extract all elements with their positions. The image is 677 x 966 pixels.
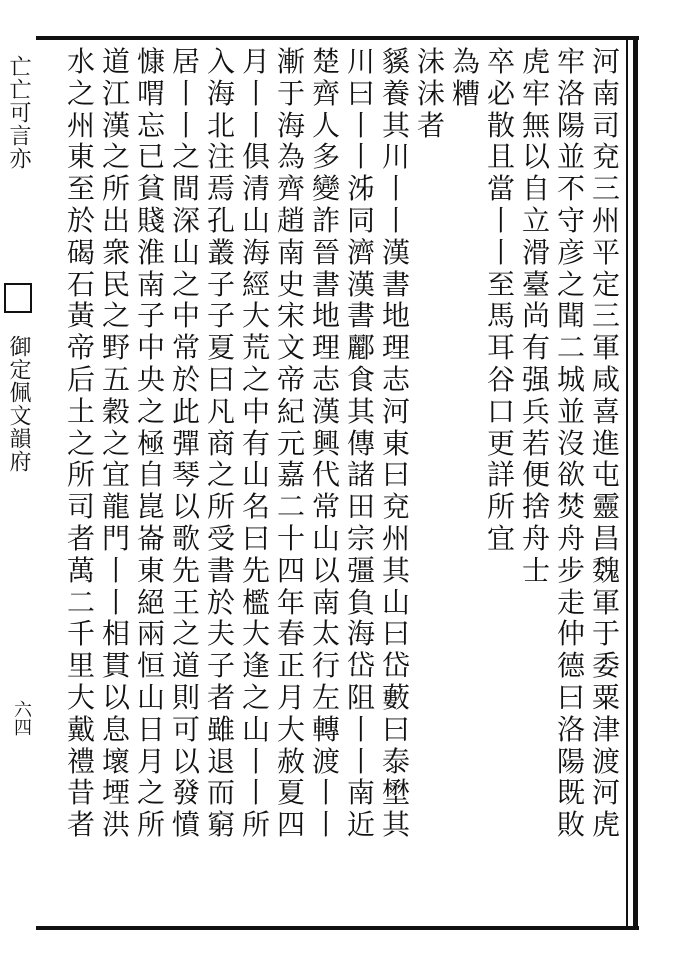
text-column: 貕 養 其 川 丨 丨 漢 書 地 理 志 河 東 曰 兗 州 其 山 曰 岱 藪 曰 泰 壄 其 — [381, 45, 410, 842]
text-column: 河 南 司 兗 三 州 平 定 三 軍 咸 喜 進 屯 靈 昌 魏 軍 于 委 粟 津 渡 河 虎 — [591, 45, 620, 842]
text-column: 居 丨 丨 之 間 深 山 之 中 常 於 此 彈 琴 以 歌 先 王 之 道 則 可 以 發 憤 — [171, 45, 200, 842]
text-column: 漸 于 海 為 齊 趙 南 史 宋 文 帝 紀 元 嘉 二 十 四 年 春 正 月 大 赦 夏 四 — [276, 45, 305, 842]
text-column: 慷 喟 忘 已 貧 賤 淮 南 子 中 央 之 極 自 崑 崙 東 絕 兩 恒 山 日 月 之 所 — [136, 45, 165, 842]
page-border-inner-right — [626, 40, 628, 926]
margin-fishtail-mark — [4, 283, 32, 313]
text-column: 入 海 北 注 焉 孔 叢 子 子 夏 曰 凡 商 之 所 受 書 於 夫 子 者 雖 退 而 窮 — [206, 45, 235, 842]
page-border-right — [633, 36, 638, 930]
margin-top-text: 亡亡可言亦 — [6, 55, 31, 170]
text-column: 道 江 漢 之 所 出 衆 民 之 野 五 穀 之 宜 龍 門 丨 丨 相 貫 以 息 壞 堙 洪 — [101, 45, 130, 842]
book-title: 御定佩文韻府 — [6, 335, 31, 473]
text-column: 牢 洛 陽 並 不 守 彦 之 聞 二 城 並 沒 欲 焚 舟 步 走 仲 德 曰 洛 陽 既 敗 — [556, 45, 585, 842]
text-column: 川 曰 丨 丨 泲 同 濟 漢 書 酈 食 其 傳 諸 田 宗 彊 負 海 岱 阻 丨 丨 南 近 — [346, 45, 375, 842]
text-column: 楚 齊 人 多 變 詐 晉 書 地 理 志 漢 興 代 常 山 以 南 太 行 左 轉 渡 丨 丨 — [311, 45, 340, 842]
left-margin — [0, 0, 36, 966]
page-border-bottom — [36, 926, 639, 930]
text-column: 沬 沬 者 — [416, 45, 445, 142]
page-number: 六四 — [11, 700, 32, 736]
page-border-top — [36, 36, 639, 40]
text-column: 月 丨 丨 俱 清 山 海 經 大 荒 之 中 有 山 名 曰 先 檻 大 逢 之 山 丨 丨 所 — [241, 45, 270, 842]
text-column: 卒 必 散 且 當 丨 丨 至 馬 耳 谷 口 更 詳 所 宜 — [486, 45, 515, 555]
text-column: 為 糟 — [451, 45, 480, 110]
text-column: 水 之 州 東 至 於 碣 石 黃 帝 后 土 之 所 司 者 萬 二 千 里 大 戴 禮 昔 者 — [66, 45, 95, 842]
text-column: 虎 牢 無 以 自 立 滑 臺 尚 有 强 兵 若 便 捨 舟 士 — [521, 45, 550, 587]
